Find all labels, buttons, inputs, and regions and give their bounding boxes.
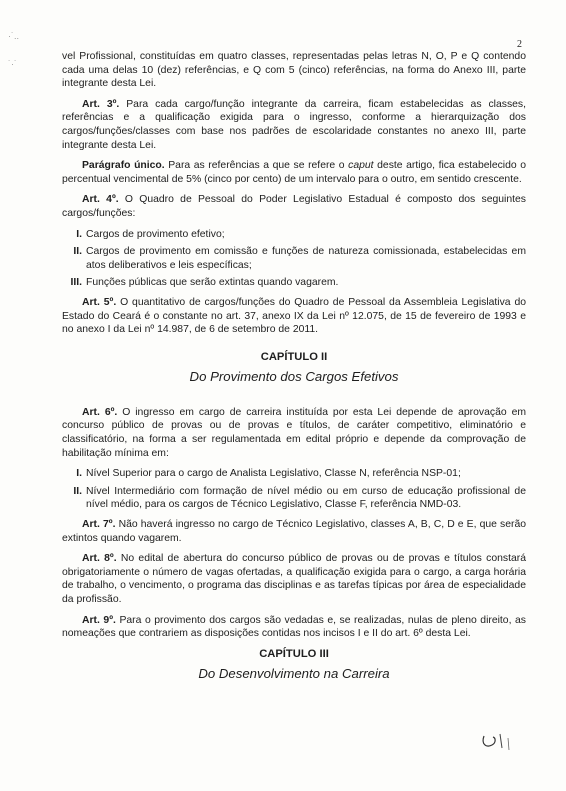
article-6: Art. 6º. O ingresso em cargo de carreira instituída por esta Lei depende de aprovação em concurso público de provas ou de provas e títulos, de caráter competitivo, eliminatório e classificatório, na forma a ser regulamentada em edital próprio e depende da comprovação de habilitação mínima em:	[62, 406, 526, 459]
list-item: III. Funções públicas que serão extintas quando vagarem.	[70, 277, 339, 289]
scan-artifact: ·˙..	[8, 31, 19, 41]
document-body	[62, 50, 526, 681]
article-3: Art. 3º. Para cada cargo/função integrante da carreira, ficam estabelecidas as classes, referências e a qualificação exigida para o ingresso, conforme a hierarquização dos cargos/funções/classes com base nos padrões de escolaridade constantes no anexo III, parte integrante desta Lei.	[62, 98, 527, 151]
article-4: Art. 4º. O Quadro de Pessoal do Poder Legislativo Estadual é composto dos seguintes cargos/funções:	[62, 194, 526, 219]
page-number: 2	[517, 39, 522, 50]
paragrafo-unico: Parágrafo único. Para as referências a que se refere o caput deste artigo, fica estabelecido o percentual vencimental de 5% (cinco por cento) de um intervalo para o outro, em sentido crescente.	[62, 160, 527, 185]
article-4-items	[62, 228, 526, 290]
article-8: Art. 8º. No edital de abertura do concurso público de provas ou de provas e títulos constará obrigatoriamente o número de vagas ofertadas, a qualificação exigida para o cargo, a carga horária de trabalho, o vencimento, o programa das disciplinas e as tarefas típicas por área de especialidade da profissão.	[62, 553, 526, 605]
chapter-heading: CAPÍTULO III	[259, 647, 329, 660]
list-item: I. Cargos de provimento efetivo;	[76, 228, 225, 240]
initials-mark	[478, 730, 518, 754]
list-item: II. Cargos de provimento em comissão e funções de natureza comissionada, estabelecidas em atos deliberativos e leis específicas;	[73, 246, 526, 271]
paragraph-continuation: vel Profissional, constituídas em quatro classes, representadas pelas letras N, O, P e Q contendo cada uma delas 10 (dez) referências, e Q com 5 (cinco) referências, na forma do Anexo III, parte integrante desta Lei.	[62, 51, 526, 90]
article-6-items	[62, 467, 526, 512]
chapter-subtitle: Do Desenvolvimento na Carreira	[198, 666, 390, 682]
article-5: Art. 5º. O quantitativo de cargos/funções do Quadro de Pessoal da Assembleia Legislativa do Estado do Ceará é o constante no art. 37, anexo IX da Lei nº 12.075, de 15 de fevereiro de 1993 e no anexo I da Lei nº 14.987, de 6 de setembro de 2011.	[62, 296, 527, 336]
list-item: II. Nível Intermediário com formação de nível médio ou em curso de educação profissional de nível médio, para os cargos de Técnico Legislativo, Classe F, referência NMD-03.	[73, 485, 526, 511]
article-7: Art. 7º. Não haverá ingresso no cargo de Técnico Legislativo, classes A, B, C, D e E, que serão extintos quando vagarem.	[62, 519, 527, 544]
scan-artifact: ˙·˙	[8, 59, 17, 69]
list-item: I. Nível Superior para o cargo de Analista Legislativo, Classe N, referência NSP-01;	[76, 468, 461, 480]
chapter-heading: CAPÍTULO II	[260, 350, 328, 363]
article-9: Art. 9º. Para o provimento dos cargos são vedadas e, se realizadas, nulas de pleno direito, as nomeações que contrariem as disposições contidas nos incisos I e II do art. 6º desta Lei.	[62, 614, 526, 640]
chapter-subtitle: Do Provimento dos Cargos Efetivos	[189, 369, 399, 385]
